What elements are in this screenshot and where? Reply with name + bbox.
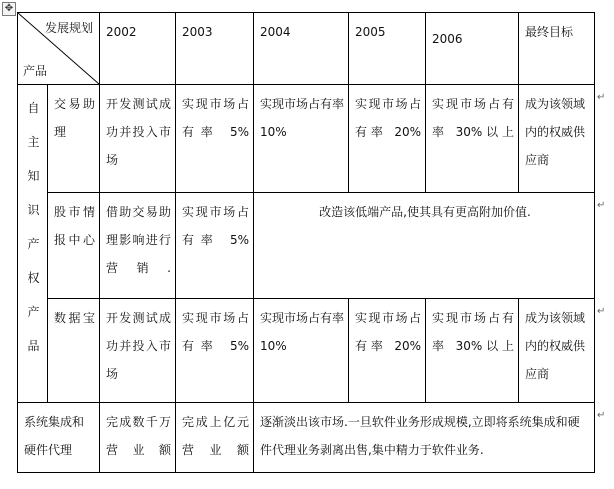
product-name: 交易助理: [48, 85, 100, 193]
header-corner-top: 发展规划: [44, 21, 93, 35]
table-cell: 完成上亿元营业额: [176, 403, 254, 473]
table-cell-span: 逐渐淡出该市场.一旦软件业务形成规模,立即将系统集成和硬件代理业务剥离出售,集中精力于软件业务.: [254, 403, 595, 473]
header-final-goal: 最终目标: [519, 13, 595, 85]
row-end-mark: ↵: [597, 92, 606, 103]
table-cell: 实现市场占有率 30%以上: [426, 299, 519, 403]
move-handle-icon[interactable]: ✥: [2, 2, 16, 16]
table-cell-span: 改造该低端产品,使其具有更高附加价值.: [254, 193, 595, 299]
table-cell: 完成数千万营业额: [100, 403, 176, 473]
section-label: 自主知识产权产品: [18, 85, 48, 403]
table-cell: 开发测试成功并投入市场: [100, 299, 176, 403]
table-cell: 实现市场占有率 20%: [349, 299, 426, 403]
header-year: 2004: [254, 13, 349, 85]
table-cell: 实现市场占有率 10%: [254, 85, 349, 193]
row-shuju: [18, 299, 595, 403]
row-gushi: [18, 193, 595, 299]
table-cell: 实现市场占有率 5%: [176, 299, 254, 403]
header-year: 2005: [349, 13, 426, 85]
product-name: 系统集成和硬件代理: [18, 403, 100, 473]
row-end-mark: ↵: [597, 410, 606, 421]
table-cell: 实现市场占有率 20%: [349, 85, 426, 193]
row-jiaoyi: [18, 85, 595, 193]
table-cell: 借助交易助理影响进行营销.: [100, 193, 176, 299]
table-cell: 成为该领域内的权威供应商: [519, 299, 595, 403]
row-end-mark: ↵: [597, 200, 606, 211]
header-corner-cell: [18, 13, 100, 85]
header-corner-bottom: 产品: [23, 64, 48, 78]
row-end-mark: ↵: [597, 306, 606, 317]
table-cell: 实现市场占有率 5%: [176, 85, 254, 193]
row-xitong: [18, 403, 595, 473]
table-cell: 实现市场占有率 5%: [176, 193, 254, 299]
header-row: [18, 13, 595, 85]
product-name: 数据宝: [48, 299, 100, 403]
table-cell: 开发测试成功并投入市场: [100, 85, 176, 193]
header-year: 2006: [426, 13, 519, 85]
table-cell: 实现市场占有率 10%: [254, 299, 349, 403]
header-year: 2002: [100, 13, 176, 85]
table-cell: 成为该领域内的权威供应商: [519, 85, 595, 193]
table-cell: 实现市场占有率 30%以上: [426, 85, 519, 193]
development-plan-table: [17, 12, 595, 473]
product-name: 股市情报中心: [48, 193, 100, 299]
header-year: 2003: [176, 13, 254, 85]
